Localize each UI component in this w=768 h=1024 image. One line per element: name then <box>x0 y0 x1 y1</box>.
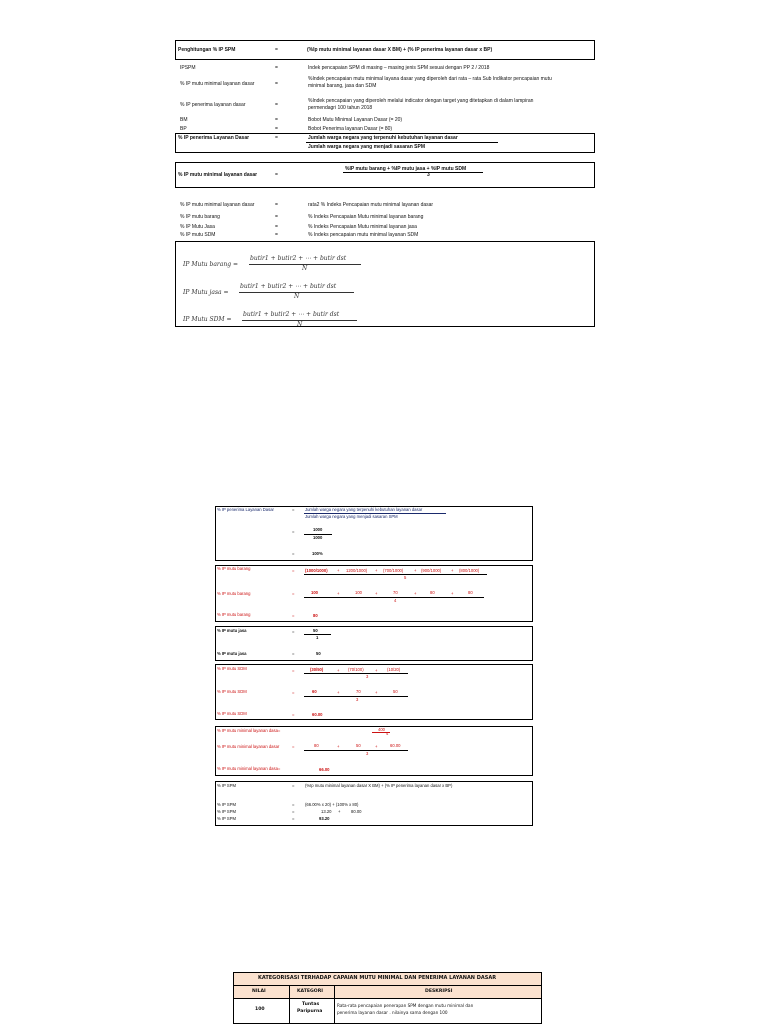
plus-sign: + <box>375 690 378 695</box>
calc-minimal-val: 80 <box>314 743 319 748</box>
calc-sdm-val: 50 <box>393 689 398 694</box>
formula-lhs: IP Mutu barang = <box>183 261 239 268</box>
calc-jasa-label: % IP mutu jasa <box>217 628 247 633</box>
formula-numerator: butir1 + butir2 + ⋯ + butir dst <box>243 311 340 318</box>
calc-jasa-box <box>215 626 533 661</box>
equals-sign: = <box>275 214 278 220</box>
calc-minimal-top: 400 <box>378 727 385 732</box>
calc-minimal-val: 60.00 <box>390 743 401 748</box>
calc-barang-term: (800/1000) <box>459 568 480 573</box>
calc-barang-val: 80 <box>468 590 473 595</box>
def-text: Bobot Mutu Minimal Layanan Dasar (= 20) <box>308 117 403 123</box>
calc-jasa-v2: 1 <box>316 635 319 640</box>
calc-sdm-result-label: % IP mutu SDM <box>217 711 247 716</box>
cell-deskripsi-2: penerima layanan dasar . nilainya sama dengan 100 <box>337 1010 448 1015</box>
equals-sign: = <box>292 591 295 596</box>
ip-spm-title-label: Penghitungan % IP SPM <box>178 47 236 53</box>
calc-barang-result-label: % IP mutu barang <box>217 612 251 617</box>
penerima-denominator: Jumlah warga negara yang menjadi sasaran SPM <box>308 144 425 150</box>
fraction-line <box>343 172 483 173</box>
calc-barang-val: 80 <box>430 590 435 595</box>
equals-sign: = <box>292 629 295 634</box>
calc-barang-label: % IP mutu barang <box>217 566 251 571</box>
calc-penerima-v1: 1000 <box>313 527 323 532</box>
equals-sign: = <box>275 135 278 141</box>
calc-spm-label: % IP SPM <box>217 816 237 821</box>
def-text: %Indek pencapaian mutu minimal layana dasar yang diperoleh dari rata – rata Sub Indikator pencapaian mutu <box>308 76 552 82</box>
fraction-line <box>304 673 408 674</box>
formula-numerator: butir1 + butir2 + ⋯ + butir dst <box>250 255 347 262</box>
formula-lhs: IP Mutu jasa = <box>183 289 229 296</box>
plus-sign: + <box>337 668 340 673</box>
cell-kategori: Tuntas <box>302 1002 320 1007</box>
def-text: % Indeks pencapaian mutu minimal layanan SDM <box>308 232 419 238</box>
equals-sign: = <box>275 172 278 178</box>
calc-jasa-result-label: % IP mutu jasa <box>217 651 247 656</box>
calc-spm-b: 80.00 <box>351 809 362 814</box>
calc-penerima-num: Jumlah warga negara yang terpenuhi kebutuhan layanan dasar <box>305 507 423 512</box>
def-text: rata2 % Indeks Pencapaian mutu minimal layanan dasar <box>308 202 434 208</box>
cell-deskripsi: Rata-rata pencapaian penerapan SPM dengan mutu minimal dan <box>337 1003 474 1008</box>
plus-sign: + <box>375 668 378 673</box>
calc-penerima-result: 100% <box>312 551 323 556</box>
equals-sign: = <box>292 809 295 814</box>
calc-minimal-result: 66.00 <box>319 767 330 772</box>
calc-minimal-label: % IP mutu minimal layanan dasar <box>217 744 280 749</box>
equals-sign: = <box>292 802 295 807</box>
ip-spm-title-formula: (%Ip mutu minimal layanan dasar X BM) + (% IP penerima layanan dasar x BP) <box>307 47 493 53</box>
formula-lhs: IP Mutu SDM = <box>183 316 232 323</box>
calc-jasa-result: 50 <box>316 651 321 656</box>
calc-barang-val: 100 <box>355 590 362 595</box>
kategori-header-row <box>233 986 542 999</box>
def-label: IPSPM <box>180 65 196 71</box>
def-text: Indek pencapaian SPM di masing – masing jenis SPM sesuai dengan PP 2 / 2018 <box>308 65 490 71</box>
equals-sign: = <box>292 668 295 673</box>
def-label: BP <box>180 126 187 132</box>
calc-sdm-divisor: 3 <box>356 697 359 702</box>
calc-barang-label: % IP mutu barang <box>217 591 251 596</box>
fraction-line <box>304 574 487 575</box>
formula-denominator: N <box>302 265 308 272</box>
calc-spm-step: (66.00% x 20) + (100% x 80) <box>305 802 359 807</box>
header-deskripsi: DESKRIPSI <box>425 989 453 994</box>
def-text: % Indeks Pencapaian Mutu minimal layanan jasa <box>308 224 417 230</box>
equals-sign: = <box>275 81 278 87</box>
def-text: % Indeks Pencapaian Mutu minimal layanan barang <box>308 214 424 220</box>
calc-spm-label: % IP SPM <box>217 783 237 788</box>
calc-minimal-divisor: 3 <box>366 751 369 756</box>
calc-jasa-v1: 50 <box>313 628 318 633</box>
fraction-line <box>306 142 498 143</box>
equals-sign: = <box>275 102 278 108</box>
kategori-title: KATEGORISASI TERHADAP CAPAIAN MUTU MINIMAL DAN PENERIMA LAYANAN DASAR <box>258 975 497 981</box>
plus-sign: + <box>338 809 341 814</box>
calc-barang-divisor: 5 <box>404 575 407 580</box>
cell-kategori-2: Paripurna <box>297 1009 323 1014</box>
calc-spm-label: % IP SPM <box>217 802 237 807</box>
equals-sign: = <box>292 744 295 749</box>
calc-minimal-top-div: 4 <box>386 731 389 736</box>
equals-sign: = <box>292 690 295 695</box>
calc-barang-term: (1000/1000) <box>305 568 328 573</box>
equals-sign: = <box>292 651 295 656</box>
calc-sdm-term: (30/50) <box>310 667 324 672</box>
plus-sign: + <box>451 568 454 573</box>
plus-sign: + <box>337 690 340 695</box>
calc-penerima-den: Jumlah warga negara yang menjadi sasaran SPM <box>305 514 398 519</box>
calc-barang-val: 100 <box>311 590 318 595</box>
calc-barang-val: 70 <box>393 590 398 595</box>
calc-spm-a: 13.20 <box>321 809 332 814</box>
formula-denominator: N <box>294 293 300 300</box>
plus-sign: + <box>375 591 378 596</box>
def-label: % IP mutu SDM <box>180 232 216 238</box>
equals-sign: = <box>275 224 278 230</box>
equals-sign: = <box>275 117 278 123</box>
mutu-minimal-label: % IP mutu minimal layanan dasar <box>178 172 258 178</box>
calc-barang-term: 1200/1000) <box>346 568 368 573</box>
def-label: BM <box>180 117 188 123</box>
plus-sign: + <box>375 568 378 573</box>
equals-sign: = <box>292 613 295 618</box>
calc-barang-term: (900/1000) <box>421 568 442 573</box>
plus-sign: + <box>337 568 340 573</box>
penerima-label: % IP penerima Layanan Dasar <box>178 135 250 141</box>
calc-spm-label: % IP SPM <box>217 809 237 814</box>
equals-sign: = <box>292 816 295 821</box>
fraction-line <box>304 750 408 751</box>
plus-sign: + <box>337 591 340 596</box>
calc-barang-result: 80 <box>313 613 318 618</box>
mutu-minimal-numerator: %IP mutu barang + %IP mutu jasa + %IP mutu SDM <box>345 166 467 172</box>
def-label: % IP penerima layanan dasar <box>180 102 246 108</box>
equals-sign: = <box>275 232 278 238</box>
butir-formula-box <box>175 241 595 327</box>
calc-sdm-term: (10/20) <box>387 667 401 672</box>
def-text: Bobot Penerima layanan Dasar (= 80) <box>308 126 393 132</box>
plus-sign: + <box>337 744 340 749</box>
equals-sign: = <box>292 783 295 788</box>
header-nilai: NILAI <box>252 989 266 994</box>
calc-barang-divisor: 4 <box>394 598 397 603</box>
plus-sign: + <box>414 591 417 596</box>
plus-sign: + <box>414 568 417 573</box>
def-text-cont: permendagri 100 tahun 2018 <box>308 105 373 111</box>
plus-sign: + <box>375 744 378 749</box>
calc-minimal-val: 50 <box>356 743 361 748</box>
formula-denominator: N <box>297 321 303 328</box>
equals-sign: = <box>292 551 295 556</box>
calc-minimal-label: % IP mutu minimal layanan dasa= <box>217 728 281 733</box>
def-label: % IP mutu barang <box>180 214 220 220</box>
equals-sign: = <box>292 507 295 512</box>
equals-sign: = <box>275 65 278 71</box>
calc-spm-result: 93.20 <box>319 816 330 821</box>
equals-sign: = <box>275 47 278 53</box>
calc-sdm-term: (70/100) <box>348 667 364 672</box>
calc-minimal-result-label: % IP mutu minimal layanan dasa= <box>217 766 281 771</box>
calc-sdm-divisor: 3 <box>366 674 369 679</box>
def-label: % IP mutu minimal layanan dasar <box>180 202 255 208</box>
calc-sdm-val: 70 <box>356 689 361 694</box>
def-text-cont: minimal barang, jasa dan SDM <box>308 83 377 89</box>
calc-sdm-result: 60.00 <box>312 712 323 717</box>
penerima-numerator: Jumlah warga negara yang terpenuhi kebutuhan layanan dasar <box>308 135 458 141</box>
plus-sign: + <box>451 591 454 596</box>
calc-barang-term: (700/1000) <box>383 568 404 573</box>
cell-nilai: 100 <box>255 1007 265 1012</box>
header-kategori: KATEGORI <box>297 989 323 994</box>
equals-sign: = <box>292 712 295 717</box>
calc-penerima-label: % IP penerima Layanan Dasar <box>217 507 274 512</box>
equals-sign: = <box>275 126 278 132</box>
mutu-minimal-denominator: 3 <box>427 172 430 178</box>
def-text: %Indek pencapaian yang diperoleh melalui indicator dengan target yang ditetapkan di dalam lampiran <box>308 98 534 104</box>
equals-sign: = <box>292 568 295 573</box>
calc-sdm-label: % IP mutu SDM <box>217 689 247 694</box>
calc-sdm-val: 60 <box>312 689 317 694</box>
equals-sign: = <box>292 529 295 534</box>
equals-sign: = <box>275 202 278 208</box>
calc-sdm-label: % IP mutu SDM <box>217 666 247 671</box>
formula-numerator: butir1 + butir2 + ⋯ + butir dst <box>240 283 337 290</box>
def-label: % IP Mutu Jasa <box>180 224 215 230</box>
calc-penerima-v2: 1000 <box>313 535 323 540</box>
calc-spm-formula: (%Ip mutu minimal layanan dasar X BM) + (% IP penerima layanan dasar x BP) <box>305 783 453 788</box>
def-label: % IP mutu minimal layanan dasar <box>180 81 255 87</box>
